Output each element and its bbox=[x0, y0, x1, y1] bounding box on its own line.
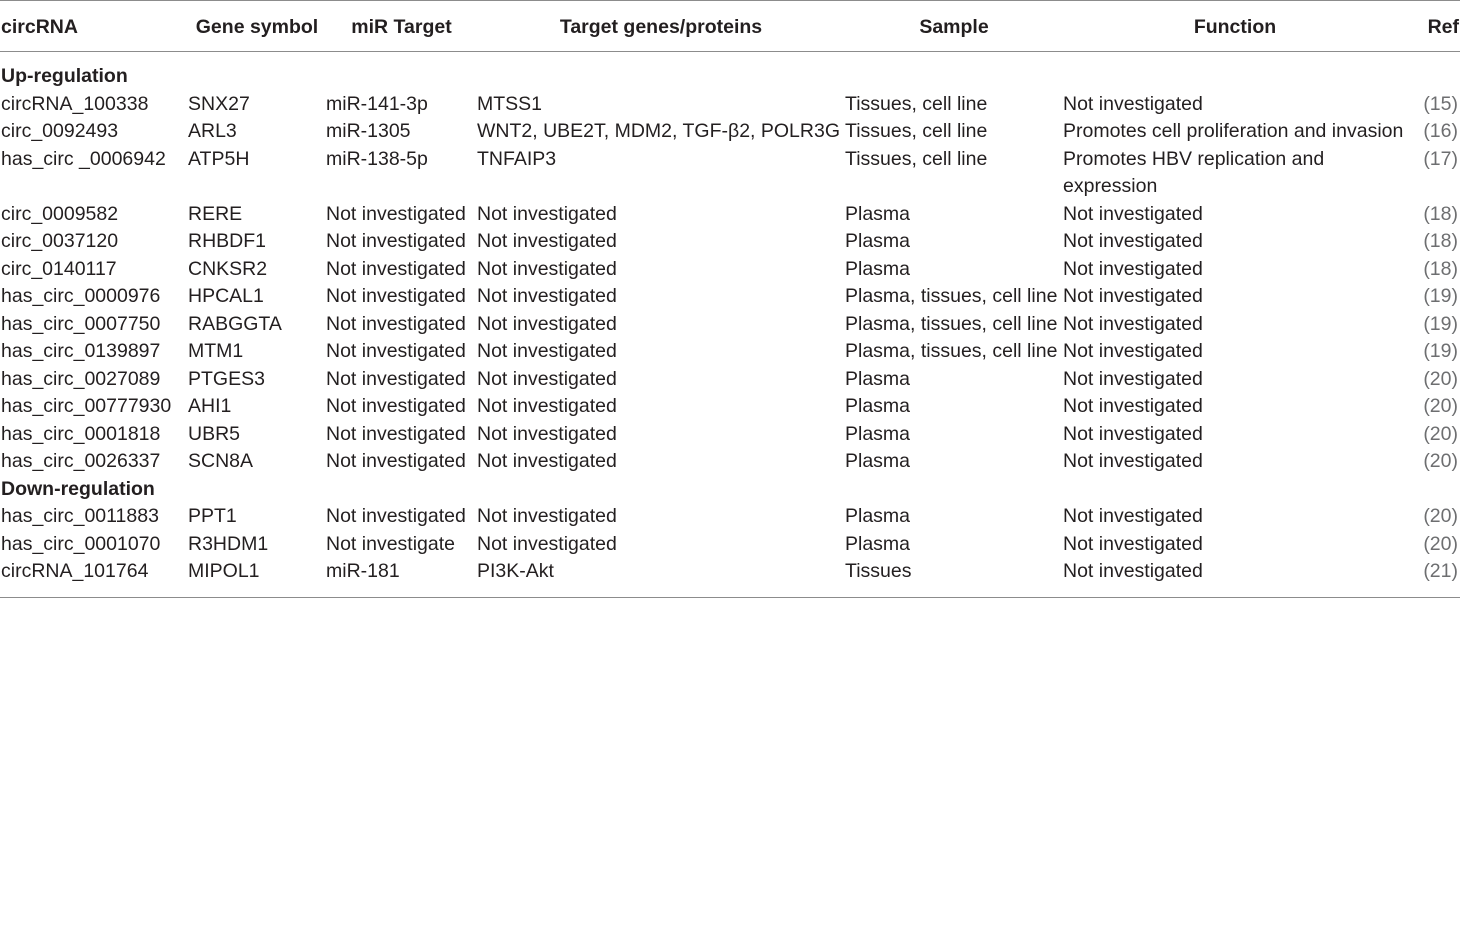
cell-mir-target: miR-138-5p bbox=[326, 147, 428, 170]
cell-circrna: circ_0140117 bbox=[1, 257, 117, 280]
table-header bbox=[0, 1, 1460, 52]
table-row bbox=[0, 146, 1460, 201]
cell-circrna: has_circ_0007750 bbox=[1, 312, 161, 335]
cell-function: Not investigated bbox=[1063, 202, 1203, 225]
cell-function: Not investigated bbox=[1063, 340, 1203, 362]
cell-circrna: has_circ _0006942 bbox=[1, 147, 166, 170]
cell-function: Not investigated bbox=[1063, 532, 1203, 555]
header-target-genes: Target genes/proteins bbox=[559, 16, 763, 38]
cell-gene-symbol: RERE bbox=[188, 202, 243, 225]
cell-sample: Tissues bbox=[845, 560, 912, 582]
table-row bbox=[0, 448, 1460, 476]
cell-target-genes: Not investigated bbox=[477, 285, 617, 307]
cell-target-genes: Not investigated bbox=[477, 257, 617, 280]
cell-circrna: has_circ_0001818 bbox=[1, 422, 161, 445]
cell-mir-target: Not investigated bbox=[326, 340, 466, 362]
cell-sample: Tissues, cell line bbox=[845, 92, 988, 115]
cell-sample: Plasma bbox=[845, 422, 911, 445]
header-sample: Sample bbox=[919, 16, 989, 38]
cell-circrna: has_circ_00777930 bbox=[1, 395, 172, 417]
cell-circrna: circRNA_101764 bbox=[1, 560, 149, 582]
cell-circrna: has_circ_0139897 bbox=[1, 340, 161, 362]
section-row-up bbox=[0, 52, 1460, 91]
table-row bbox=[0, 503, 1460, 531]
table-row bbox=[0, 256, 1460, 284]
cell-sample: Plasma bbox=[845, 450, 911, 472]
cell-function: Not investigated bbox=[1063, 505, 1203, 527]
cell-sample: Plasma bbox=[845, 395, 911, 417]
cell-ref: (15) bbox=[1423, 92, 1458, 115]
cell-mir-target: Not investigated bbox=[326, 202, 466, 225]
table-row bbox=[0, 421, 1460, 449]
cell-function: Promotes cell proliferation and invasion bbox=[1063, 120, 1404, 142]
table-row bbox=[0, 366, 1460, 394]
cell-sample: Plasma, tissues, cell line bbox=[845, 285, 1058, 307]
header-mir-target: miR Target bbox=[351, 16, 452, 38]
cell-mir-target: Not investigated bbox=[326, 422, 466, 445]
cell-gene-symbol: ARL3 bbox=[188, 120, 237, 142]
header-gene-symbol: Gene symbol bbox=[195, 16, 319, 38]
cell-function: Not investigated bbox=[1063, 257, 1203, 280]
section-label-down: Down-regulation bbox=[1, 477, 155, 500]
table-row bbox=[0, 283, 1460, 311]
cell-circrna: has_circ_0026337 bbox=[1, 450, 161, 472]
table-row bbox=[0, 118, 1460, 146]
cell-function: Not investigated bbox=[1063, 230, 1203, 252]
table-row bbox=[0, 338, 1460, 366]
cell-ref: (20) bbox=[1423, 505, 1458, 527]
cell-target-genes: Not investigated bbox=[477, 450, 617, 472]
cell-gene-symbol: R3HDM1 bbox=[188, 532, 269, 555]
table-row bbox=[0, 311, 1460, 339]
header-circrna: circRNA bbox=[1, 16, 78, 38]
cell-ref: (20) bbox=[1423, 367, 1458, 390]
cell-circrna: has_circ_0000976 bbox=[1, 285, 161, 307]
cell-circrna: has_circ_0001070 bbox=[1, 532, 161, 555]
cell-target-genes: Not investigated bbox=[477, 505, 617, 527]
cell-function: Not investigated bbox=[1063, 422, 1203, 445]
cell-mir-target: Not investigated bbox=[326, 312, 466, 335]
cell-gene-symbol: MTM1 bbox=[188, 340, 244, 362]
cell-target-genes: WNT2, UBE2T, MDM2, TGF-β2, POLR3G bbox=[477, 120, 840, 142]
cell-ref: (20) bbox=[1423, 532, 1458, 555]
cell-mir-target: miR-1305 bbox=[326, 120, 411, 142]
cell-gene-symbol: RHBDF1 bbox=[188, 230, 267, 252]
cell-target-genes: Not investigated bbox=[477, 230, 617, 252]
cell-ref: (18) bbox=[1423, 230, 1458, 252]
cell-ref: (17) bbox=[1423, 147, 1458, 170]
cell-mir-target: Not investigated bbox=[326, 367, 466, 390]
cell-function: Promotes HBV replication and expression bbox=[1063, 147, 1325, 197]
cell-ref: (20) bbox=[1423, 395, 1458, 417]
section-label-up: Up-regulation bbox=[1, 65, 128, 87]
cell-gene-symbol: RABGGTA bbox=[188, 312, 282, 335]
cell-function: Not investigated bbox=[1063, 450, 1203, 472]
cell-ref: (19) bbox=[1423, 312, 1458, 335]
table-row bbox=[0, 91, 1460, 119]
cell-sample: Tissues, cell line bbox=[845, 120, 988, 142]
table-row bbox=[0, 228, 1460, 256]
cell-sample: Tissues, cell line bbox=[845, 147, 988, 170]
table-row bbox=[0, 531, 1460, 559]
cell-mir-target: Not investigated bbox=[326, 257, 466, 280]
cell-sample: Plasma bbox=[845, 505, 911, 527]
cell-function: Not investigated bbox=[1063, 560, 1203, 582]
cell-mir-target: Not investigated bbox=[326, 285, 466, 307]
cell-target-genes: Not investigated bbox=[477, 340, 617, 362]
cell-ref: (19) bbox=[1423, 285, 1458, 307]
cell-circrna: circ_0009582 bbox=[1, 202, 119, 225]
cell-target-genes: MTSS1 bbox=[477, 92, 543, 115]
cell-ref: (16) bbox=[1423, 120, 1458, 142]
cell-target-genes: Not investigated bbox=[477, 422, 617, 445]
cell-circrna: circRNA_100338 bbox=[1, 92, 149, 115]
cell-sample: Plasma bbox=[845, 202, 911, 225]
cell-gene-symbol: MIPOL1 bbox=[188, 560, 260, 582]
header-ref: Ref bbox=[1427, 16, 1459, 38]
cell-gene-symbol: PTGES3 bbox=[188, 367, 265, 390]
cell-gene-symbol: HPCAL1 bbox=[188, 285, 264, 307]
cell-mir-target: Not investigated bbox=[326, 450, 466, 472]
cell-sample: Plasma, tissues, cell line bbox=[845, 340, 1058, 362]
cell-circrna: has_circ_0011883 bbox=[1, 505, 159, 527]
cell-ref: (20) bbox=[1423, 422, 1458, 445]
cell-mir-target: Not investigate bbox=[326, 532, 455, 555]
cell-mir-target: Not investigated bbox=[326, 395, 466, 417]
cell-gene-symbol: ATP5H bbox=[188, 147, 250, 170]
cell-gene-symbol: PPT1 bbox=[188, 505, 237, 527]
cell-target-genes: PI3K-Akt bbox=[477, 560, 554, 582]
table-body bbox=[0, 52, 1460, 598]
cell-mir-target: miR-141-3p bbox=[326, 92, 428, 115]
cell-ref: (21) bbox=[1423, 560, 1458, 582]
cell-mir-target: miR-181 bbox=[326, 560, 400, 582]
cell-sample: Plasma bbox=[845, 230, 911, 252]
header-row bbox=[0, 1, 1460, 52]
cell-function: Not investigated bbox=[1063, 285, 1203, 307]
header-function: Function bbox=[1193, 16, 1277, 38]
cell-function: Not investigated bbox=[1063, 367, 1203, 390]
cell-gene-symbol: UBR5 bbox=[188, 422, 241, 445]
cell-sample: Plasma, tissues, cell line bbox=[845, 312, 1058, 335]
table-row bbox=[0, 393, 1460, 421]
table-row bbox=[0, 558, 1460, 597]
cell-ref: (18) bbox=[1423, 202, 1458, 225]
cell-mir-target: Not investigated bbox=[326, 230, 466, 252]
cell-circrna: has_circ_0027089 bbox=[1, 367, 161, 390]
cell-function: Not investigated bbox=[1063, 395, 1203, 417]
cell-target-genes: Not investigated bbox=[477, 532, 617, 555]
cell-gene-symbol: AHI1 bbox=[188, 395, 232, 417]
section-row-down bbox=[0, 476, 1460, 504]
cell-target-genes: Not investigated bbox=[477, 395, 617, 417]
cell-mir-target: Not investigated bbox=[326, 505, 466, 527]
cell-target-genes: Not investigated bbox=[477, 367, 617, 390]
cell-target-genes: Not investigated bbox=[477, 312, 617, 335]
cell-circrna: circ_0092493 bbox=[1, 120, 119, 142]
cell-sample: Plasma bbox=[845, 367, 911, 390]
cell-sample: Plasma bbox=[845, 532, 911, 555]
cell-function: Not investigated bbox=[1063, 92, 1203, 115]
cell-circrna: circ_0037120 bbox=[1, 230, 119, 252]
cell-target-genes: TNFAIP3 bbox=[477, 147, 557, 170]
cell-ref: (19) bbox=[1423, 340, 1458, 362]
cell-sample: Plasma bbox=[845, 257, 911, 280]
cell-ref: (18) bbox=[1423, 257, 1458, 280]
cell-gene-symbol: CNKSR2 bbox=[188, 257, 268, 280]
cell-target-genes: Not investigated bbox=[477, 202, 617, 225]
cell-function: Not investigated bbox=[1063, 312, 1203, 335]
cell-gene-symbol: SCN8A bbox=[188, 450, 254, 472]
table-row bbox=[0, 201, 1460, 229]
cell-ref: (20) bbox=[1423, 450, 1458, 472]
cell-gene-symbol: SNX27 bbox=[188, 92, 250, 115]
